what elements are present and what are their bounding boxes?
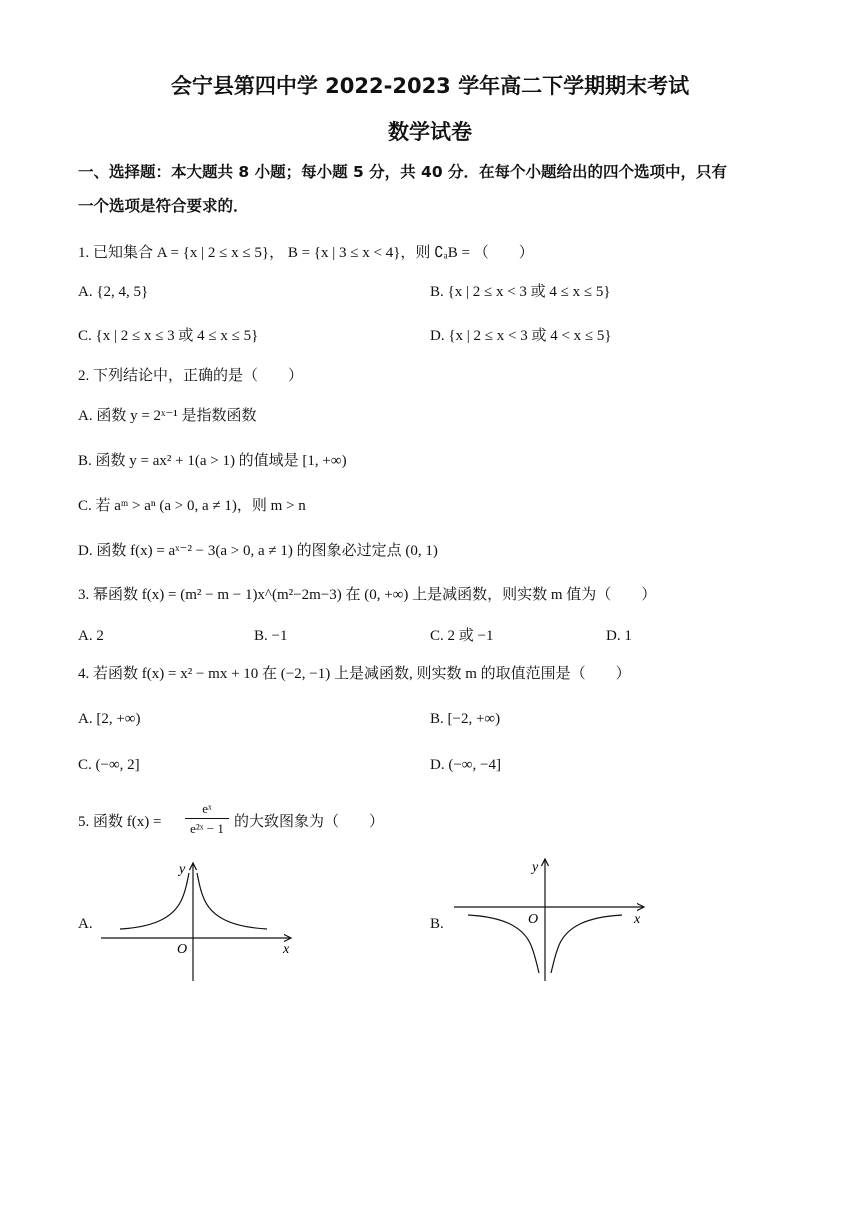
q5-fraction <box>183 800 231 837</box>
graph-a-right-branch <box>197 873 267 929</box>
graph-b-y-label: y <box>532 860 539 875</box>
q1-option-c: C. {x | 2 ≤ x ≤ 3 或 4 ≤ x ≤ 5} <box>78 328 259 344</box>
q5-graph-a <box>95 855 305 985</box>
q1-option-d: D. {x | 2 ≤ x < 3 或 4 < x ≤ 5} <box>430 328 612 344</box>
q1-stem: 1. 已知集合 A = {x | 2 ≤ x ≤ 5}， B = {x | 3 ≤ x < 4}，则 ∁ₐB = （ ） <box>78 245 534 261</box>
graph-a-left-branch <box>120 873 189 929</box>
q3-option-d: D. 1 <box>606 628 632 644</box>
q5-stem-suffix: 的大致图象为（ ） <box>234 814 385 830</box>
graph-a-x-label: x <box>283 942 290 957</box>
graph-b-x-label: x <box>634 912 641 927</box>
q2-option-c: C. 若 aᵐ > aⁿ (a > 0, a ≠ 1)，则 m > n <box>78 498 306 514</box>
graph-b-origin-label: O <box>528 912 539 927</box>
q5-option-a-label: A. <box>78 916 93 932</box>
q3-option-b: B. −1 <box>254 628 288 644</box>
q4-stem: 4. 若函数 f(x) = x² − mx + 10 在 (−2, −1) 上是减函数, 则实数 m 的取值范围是（ ） <box>78 666 631 682</box>
graph-b-right-branch <box>551 915 622 973</box>
q5-fraction-denominator: e²ˣ − 1 <box>190 821 224 836</box>
q1-option-a: A. {2, 4, 5} <box>78 284 149 300</box>
graph-a-y-label: y <box>179 862 186 877</box>
graph-a-origin-label: O <box>177 942 188 957</box>
section-heading-line2: 一个选项是符合要求的． <box>78 197 249 215</box>
q4-option-c: C. (−∞, 2] <box>78 757 140 773</box>
section-heading-line1: 一、选择题：本大题共 8 小题；每小题 5 分，共 40 分．在每个小题给出的四个选项中，只有 <box>78 163 728 181</box>
q4-option-b: B. [−2, +∞) <box>430 711 501 727</box>
q5-option-b-label: B. <box>430 916 444 932</box>
q3-option-a: A. 2 <box>78 628 104 644</box>
q3-option-c: C. 2 或 −1 <box>430 628 494 644</box>
q1-option-b: B. {x | 2 ≤ x < 3 或 4 ≤ x ≤ 5} <box>430 284 611 300</box>
q2-stem: 2. 下列结论中，正确的是（ ） <box>78 368 304 384</box>
q5-stem-prefix: 5. 函数 f(x) = <box>78 814 162 830</box>
q3-stem: 3. 幂函数 f(x) = (m² − m − 1)x^(m²−2m−3) 在 (0, +∞) 上是减函数，则实数 m 值为（ ） <box>78 587 657 603</box>
q5-fraction-numerator: eˣ <box>202 801 212 816</box>
exam-title: 会宁县第四中学 2022-2023 学年高二下学期期末考试 <box>170 74 690 98</box>
q5-graph-b <box>448 855 658 985</box>
q5-fraction-bar <box>185 818 229 819</box>
q2-option-b: B. 函数 y = ax² + 1(a > 1) 的值域是 [1, +∞) <box>78 453 347 469</box>
q4-option-d: D. (−∞, −4] <box>430 757 501 773</box>
q4-option-a: A. [2, +∞) <box>78 711 141 727</box>
q2-option-a: A. 函数 y = 2ˣ⁻¹ 是指数函数 <box>78 408 257 424</box>
exam-subtitle: 数学试卷 <box>388 120 472 144</box>
q2-option-d: D. 函数 f(x) = aˣ⁻² − 3(a > 0, a ≠ 1) 的图象必过定点 (0, 1) <box>78 543 438 559</box>
